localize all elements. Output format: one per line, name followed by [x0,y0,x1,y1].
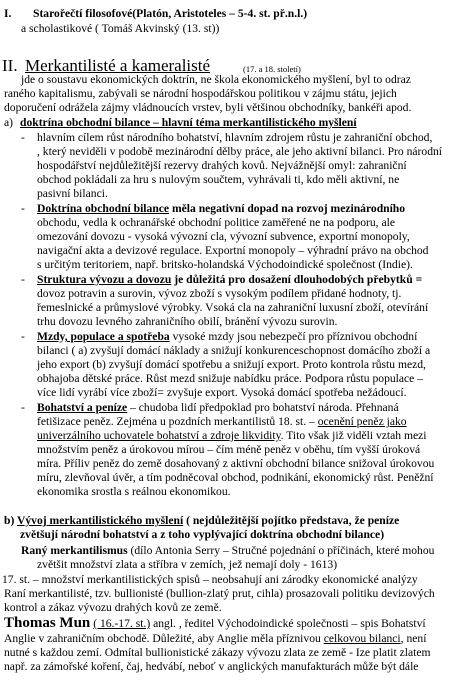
thomas-mun-dates: ( 16.-17. st.) [93,617,151,630]
b-line-1: 17. st. – množství merkantilistických spisů – neobsahují ani zárodky ekonomické analýzy [2,573,418,586]
item3-heading-rest: je důležitá pro dosažení dlouhodobých přebytků = [171,273,423,286]
section-2-title: Merkantilisté a kameralisté [25,56,211,75]
intro-line-1: jde o soustavu ekonomických doktrín, ne škola ekonomického myšlení, byl to odraz [21,73,411,86]
item1-line-2: , který neviděli v podobě mezinárodní dělby práce, ale jeho aktivní bilanci. Pro národní [37,145,443,158]
item5-line-2-underlined: ocenění peněz jako [317,415,407,428]
section-1-title: Starořečtí filosofové(Platón, Aristoteles – 5-4. st. př.n.l.) [33,7,308,20]
item2-line-3: navigační akta a devizové regulace. Exportní monopoly – výhradní právo na obchod [37,244,429,257]
item5-heading [37,401,399,415]
section-2-number: II. [2,56,18,75]
subsection-a-label: a) [4,116,14,129]
intro-line-2: raného kapitalismu, zabývali se národní hospodářskou politikou v zájmu státu, jejich [4,87,397,100]
bullet-dash: - [21,330,25,343]
item5-line-7: ekonomika srostla s reálnou ekonomikou. [37,485,231,498]
b-line-3: kontrol a zákaz vývozu drahých kovů ze země. [4,601,222,614]
item2-heading [37,202,405,216]
section-1-number: I. [4,7,12,20]
thomas-mun-name: Thomas Mun [4,615,91,631]
rany-merkantilismus-title: Raný merkantilismus [21,544,128,557]
thomas-mun-line-2-end: , není [400,632,427,645]
item1-line-5: pasivní bilanci. [37,187,108,200]
item5-line-4: množstvím peněz a úrokovou mírou – čím méně peněz v oběhu, tím vyšší úroková [37,443,421,456]
item2-heading-rest: měla negativní dopad na rozvoj mezinárodního [169,202,406,215]
intro-line-3: doporučení odrážela zájmy vládnoucích vrstev, byli většinou obchodníky, bankéři apod. [4,101,412,114]
item4-line-2: jeho export (b) zvyšují domácí spotřebu a snižují export. Proto kontrola růstu mezd, [37,358,426,371]
section-2-period-note: (17. a 18. století) [243,64,301,74]
subsection-b-label: b) [4,514,15,527]
subsection-b-title-rest: ( nejdůležitější pojítko představa, že peníze [183,514,400,527]
item4-heading-rest: vysoké mzdy jsou nebezpečí pro příznivou obchodní [169,330,418,343]
subsection-b-heading [4,514,399,528]
bullet-dash: - [21,273,25,286]
item5-line-2 [37,415,407,429]
bullet-dash: - [21,202,25,215]
item5-heading-rest: – chudoba lidí předpoklad pro bohatství národa. Přehnaná [127,401,399,414]
item2-line-4: s určitým teritoriem, např. britsko-holandská Východoindické společnost (Indie). [37,258,413,271]
subsection-b-heading-line-2: zvětšují národní bohatství a z toho vyplývající doktrína obchodní bilance) [20,528,385,541]
thomas-mun-line-1 [4,615,426,632]
rany-merkantilismus-line-2: zvětšit množství zlata a stříbra v zemích, jež nemají doly - 1613) [37,558,338,571]
item1-line-3: hospodářství nejdůležitější rezervy drahých kovů. Nejvážnější omyl: zahraniční [37,159,407,172]
item3-line-1: dovoz potravin a surovin, vývoz zboží s vysokým podílem přidané hodnoty, tj. [37,287,402,300]
item4-line-4: více lidí vyrábí více zboží= zvyšuje export. Vysoká domácí spotřeba nežádoucí. [37,386,407,399]
item1-line-1: hlavním cílem růst národního bohatství, hlavním zdrojem růstu je zahraniční obchod, [37,131,433,144]
thomas-mun-line-2-text: Anglie v zahraničním obchodě. Důležité, aby Anglie měla příznivou [4,632,324,645]
rany-merkantilismus-line-1 [21,544,434,558]
item5-line-3-underlined: univerzálního uchovatele bohatství a zdroje likvidity [37,429,281,442]
thomas-mun-text: angl. , ředitel Východoindické společnosti – spis Bohatství [150,617,426,630]
item5-line-3 [37,429,427,443]
rany-merkantilismus-text: (dílo Antonia Serry – Stručné pojednání o příčinách, které mohou [127,544,435,557]
subsection-a-title: doktrína obchodní bilance – hlavní téma merkantilistického myšlení [20,116,357,129]
item4-line-1: bilanci ( a) zvyšují domácí náklady a snižují konkurenceschopnost domácího zboží a [37,344,431,357]
subsection-b-title: Vývoj merkantilistického myšlení [17,514,184,527]
bullet-dash: - [21,131,25,144]
item5-line-3-text: . Tito však již viděli vztah mezi [280,429,427,442]
thomas-mun-line-2-underlined: celkovou bilanci [323,632,401,645]
thomas-mun-line-3: nutné s každou zemí. Odmítal bullionistické zákazy vývozu zlata ze země - Ize platit zlatem [4,646,431,659]
item4-heading-underlined: Mzdy, populace a spotřeba [37,330,170,343]
item2-line-2: omezování dovozu - vysoká vývozní cla, vývozní subvence, exportní monopoly, [37,230,410,243]
item5-line-5: míra. Příliv peněz do země dosahovaný z aktivní obchodní bilance snižoval úrokovou [37,457,435,470]
b-line-2: Raní merkantilisté, tzv. bullionisté (bullion-zlatý prut, cihla) prosazovali politiku devizových [4,587,435,600]
item4-line-3: obhajoba dětské práce. Růst mezd snižuje nabídku práce. Podpora růstu populace – [37,372,424,385]
item5-heading-underlined: Bohatství a peníze [37,401,128,414]
item5-line-6: míru, zlevňoval úvěr, a tím podněcoval obchod, podnikání, ekonomický růst. Peněžní [37,471,434,484]
item4-heading [37,330,417,344]
item3-heading [37,273,422,287]
item3-heading-underlined: Struktura vývozu a dovozu [37,273,172,286]
thomas-mun-line-2 [4,632,426,646]
item3-line-2: řemeslnické a průmyslové výrobky. Vsoká cla na zahraniční luxusní zboží, otevírání [37,301,429,314]
item2-line-1: obchodu, vedla k ochranářské obchodní politice zaměřené ne na podporu, ale [37,216,395,229]
thomas-mun-line-4: např. za zámořské koření, čaj, hedvábí, neboť v anglických manufakturách může být dále [4,660,419,673]
item1-line-4: obchod pokládali za hru s nulovým součtem, vyhrávali ti, kdo měli aktivní, ne [37,173,400,186]
bullet-dash: - [21,401,25,414]
item3-line-3: trhu dovozu levného zahraničního obilí, bránění vývozu surovin. [37,315,338,328]
item5-line-2-text: fetišizace peněz. Zejména u pozdních merkantilistů 18. st. – [37,415,318,428]
item2-heading-underlined: Doktrína obchodní bilance [37,202,170,215]
section-1-subtitle: a scholastikové ( Tomáš Akvinský (13. st)) [21,22,220,35]
